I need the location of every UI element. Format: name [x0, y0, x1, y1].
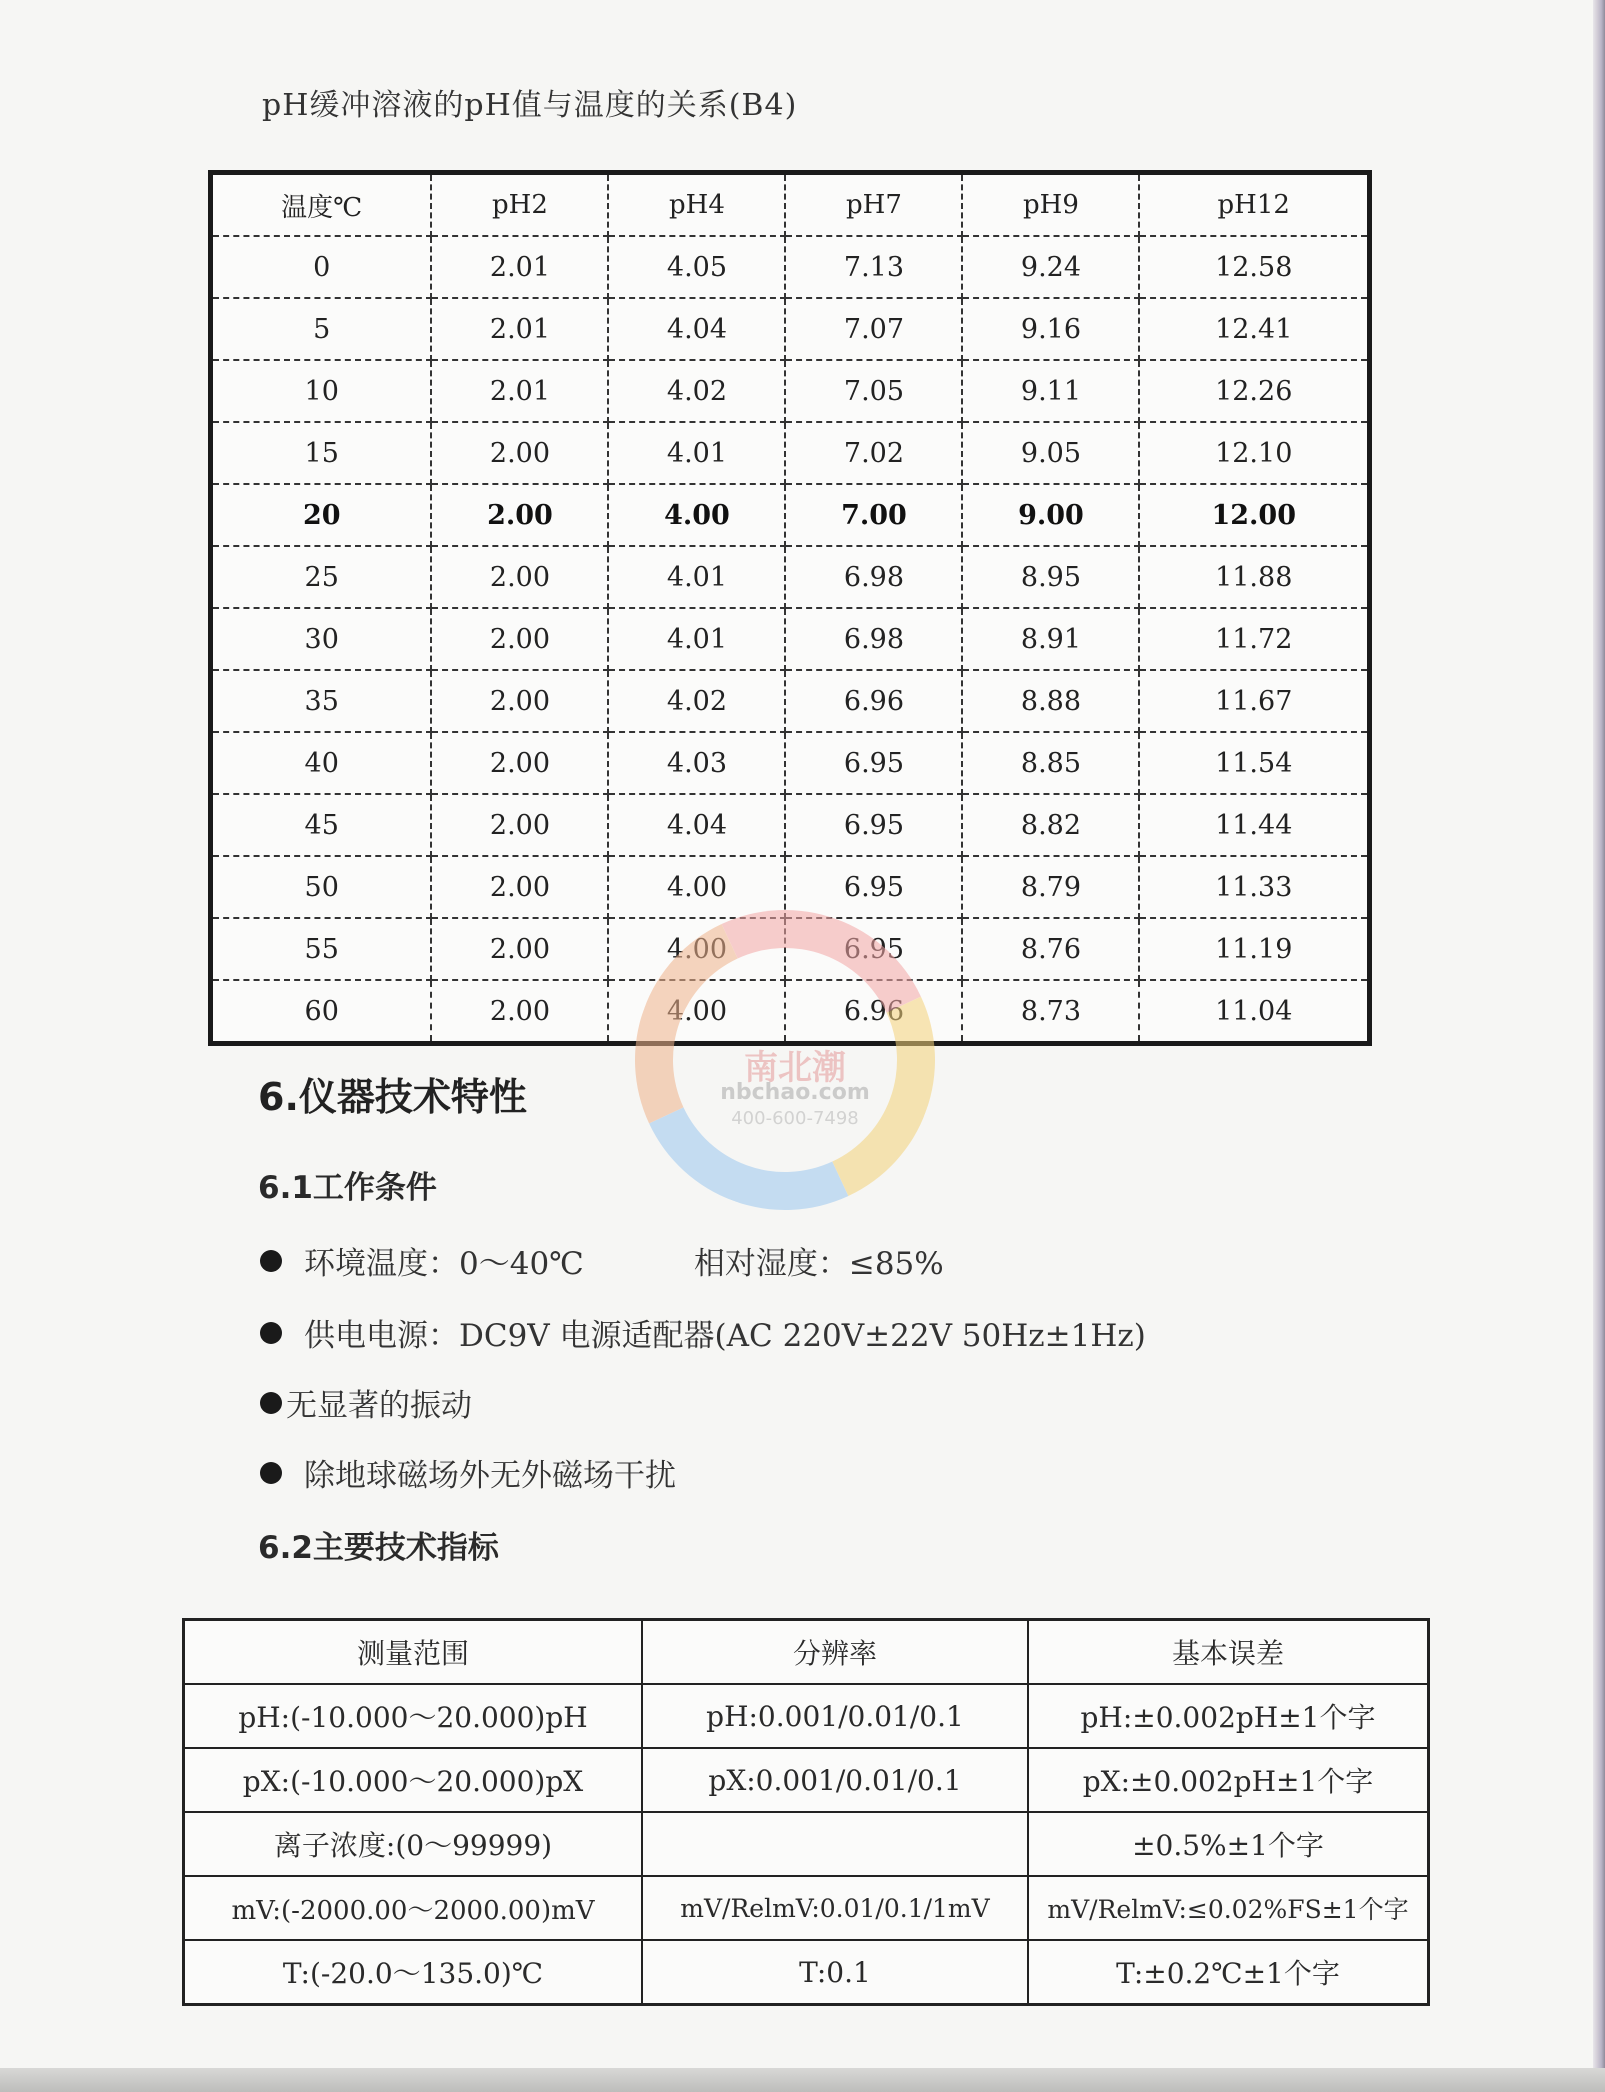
table-row: [211, 422, 1370, 484]
cell: 6.95: [785, 856, 962, 918]
cell: mV/RelmV:≤0.02%FS±1个字: [1028, 1876, 1429, 1940]
list-item-text: 无显著的振动: [286, 1388, 472, 1424]
table-row: [211, 856, 1370, 918]
cell: 6.95: [785, 732, 962, 794]
header-ph9: pH9: [962, 173, 1139, 237]
list-item: [260, 1380, 472, 1425]
cell: 20: [211, 484, 432, 546]
cell: pX:0.001/0.01/0.1: [642, 1748, 1028, 1812]
cell: 4.03: [608, 732, 785, 794]
list-item: [260, 1238, 944, 1283]
bullet-icon: [260, 1462, 282, 1484]
cell: 6.95: [785, 794, 962, 856]
cell: 4.01: [608, 546, 785, 608]
table-header-row: [211, 173, 1370, 237]
cell: T:(-20.0～135.0)℃: [184, 1940, 643, 2005]
table-row: [184, 1876, 1429, 1940]
cell: 2.00: [431, 856, 608, 918]
cell: 8.76: [962, 918, 1139, 980]
section-title: 6.仪器技术特性: [258, 1075, 527, 1119]
cell: 30: [211, 608, 432, 670]
cell: 11.67: [1139, 670, 1369, 732]
cell: 8.88: [962, 670, 1139, 732]
cell: 40: [211, 732, 432, 794]
cell: 9.00: [962, 484, 1139, 546]
cell: 12.41: [1139, 298, 1369, 360]
cell: 4.01: [608, 608, 785, 670]
cell: 8.73: [962, 980, 1139, 1044]
table-row: [211, 670, 1370, 732]
cell: 4.00: [608, 918, 785, 980]
header-resolution: 分辨率: [642, 1620, 1028, 1685]
table-caption: pH缓冲溶液的pH值与温度的关系(B4): [262, 88, 798, 123]
cell: 60: [211, 980, 432, 1044]
table-header-row: [184, 1620, 1429, 1685]
cell: 6.96: [785, 670, 962, 732]
cell: pX:(-10.000～20.000)pX: [184, 1748, 643, 1812]
bullet-icon: [260, 1250, 282, 1272]
table-row: [211, 918, 1370, 980]
scan-bottom-band: [0, 2068, 1605, 2092]
table-row: [211, 608, 1370, 670]
header-measurement-range: 测量范围: [184, 1620, 643, 1685]
header-ph4: pH4: [608, 173, 785, 237]
cell: 9.05: [962, 422, 1139, 484]
cell: T:±0.2℃±1个字: [1028, 1940, 1429, 2005]
cell: 7.05: [785, 360, 962, 422]
subsection-title-working-conditions: 6.1工作条件: [258, 1170, 437, 1206]
cell: 4.01: [608, 422, 785, 484]
cell: 6.98: [785, 546, 962, 608]
cell: 8.82: [962, 794, 1139, 856]
cell: 9.24: [962, 236, 1139, 298]
cell: pH:0.001/0.01/0.1: [642, 1684, 1028, 1748]
cell: 11.19: [1139, 918, 1369, 980]
cell: 2.00: [431, 918, 608, 980]
list-item-extra-text: 相对湿度：≤85%: [693, 1246, 944, 1282]
table-row: [184, 1748, 1429, 1812]
header-ph7: pH7: [785, 173, 962, 237]
table-row: [211, 360, 1370, 422]
cell: 2.00: [431, 732, 608, 794]
cell: 2.00: [431, 422, 608, 484]
cell: 25: [211, 546, 432, 608]
cell: 15: [211, 422, 432, 484]
cell: 8.85: [962, 732, 1139, 794]
header-ph2: pH2: [431, 173, 608, 237]
cell: 12.58: [1139, 236, 1369, 298]
cell: [642, 1812, 1028, 1876]
cell: 4.00: [608, 980, 785, 1044]
cell: 2.00: [431, 546, 608, 608]
table-row: [211, 794, 1370, 856]
bullet-icon: [260, 1392, 282, 1414]
cell: 11.72: [1139, 608, 1369, 670]
cell: 4.00: [608, 484, 785, 546]
cell: 0: [211, 236, 432, 298]
cell: 11.04: [1215, 995, 1293, 1027]
cell: 2.01: [431, 298, 608, 360]
header-ph12: pH12: [1139, 173, 1369, 237]
cell: 35: [211, 670, 432, 732]
cell: 50: [211, 856, 432, 918]
list-item: [260, 1450, 676, 1495]
cell: 4.04: [608, 298, 785, 360]
cell: 8.79: [962, 856, 1139, 918]
cell: pH:(-10.000～20.000)pH: [184, 1684, 643, 1748]
cell: 55: [211, 918, 432, 980]
cell: 8.95: [962, 546, 1139, 608]
cell: 7.02: [785, 422, 962, 484]
list-item-text: 除地球磁场外无外磁场干扰: [304, 1458, 676, 1494]
table-row: [211, 236, 1370, 298]
table-row: [211, 546, 1370, 608]
table-row: [211, 980, 1370, 1044]
watermark-site: nbchao.com: [720, 1080, 870, 1105]
cell: 2.01: [431, 236, 608, 298]
cell: pX:±0.002pH±1个字: [1028, 1748, 1429, 1812]
cell: 2.00: [431, 484, 608, 546]
cell: 6.98: [785, 608, 962, 670]
cell: 11.54: [1139, 732, 1369, 794]
cell: 12.10: [1139, 422, 1369, 484]
cell: ±0.5%±1个字: [1028, 1812, 1429, 1876]
cell: 11.44: [1139, 794, 1369, 856]
cell: 11.33: [1139, 856, 1369, 918]
bullet-icon: [260, 1322, 282, 1344]
cell: mV:(-2000.00～2000.00)mV: [184, 1876, 643, 1940]
list-item-text: 供电电源：DC9V 电源适配器(AC 220V±22V 50Hz±1Hz): [304, 1318, 1146, 1354]
cell: 4.04: [608, 794, 785, 856]
cell: 12.00: [1139, 484, 1369, 546]
cell: mV/RelmV:0.01/0.1/1mV: [642, 1876, 1028, 1940]
cell: 4.05: [608, 236, 785, 298]
page-edge: [1593, 0, 1605, 2092]
cell: 2.00: [431, 670, 608, 732]
cell: 7.07: [785, 298, 962, 360]
table-row: [211, 732, 1370, 794]
cell: 45: [211, 794, 432, 856]
watermark-phone: 400-600-7498: [731, 1108, 859, 1129]
cell: 2.00: [431, 980, 608, 1044]
cell: 6.95: [785, 918, 962, 980]
table-row: [211, 298, 1370, 360]
cell: 7.13: [785, 236, 962, 298]
spec-table: [182, 1618, 1430, 2006]
cell: 12.26: [1139, 360, 1369, 422]
cell: 4.00: [608, 856, 785, 918]
watermark-brand: 南北潮: [744, 1048, 846, 1088]
list-item-text: 环境温度：0～40℃: [304, 1246, 584, 1282]
buffer-ph-temperature-table: [208, 170, 1372, 1046]
cell: 2.00: [431, 794, 608, 856]
cell: 9.11: [962, 360, 1139, 422]
list-item: [260, 1310, 1146, 1355]
header-temperature: 温度℃: [211, 173, 432, 237]
header-basic-error: 基本误差: [1028, 1620, 1429, 1685]
cell: 4.02: [608, 360, 785, 422]
cell: 8.91: [962, 608, 1139, 670]
cell: 2.00: [431, 608, 608, 670]
table-row: [184, 1684, 1429, 1748]
cell: 6.96: [785, 980, 962, 1044]
cell: 11.88: [1139, 546, 1369, 608]
cell: 10: [211, 360, 432, 422]
table-row: [184, 1940, 1429, 2005]
cell: T:0.1: [642, 1940, 1028, 2005]
table-row: [184, 1812, 1429, 1876]
cell: 9.16: [962, 298, 1139, 360]
cell: 7.00: [785, 484, 962, 546]
cell: pH:±0.002pH±1个字: [1028, 1684, 1429, 1748]
table-row-reference-20c: [211, 484, 1370, 546]
cell: 4.02: [608, 670, 785, 732]
subsection-title-main-specs: 6.2主要技术指标: [258, 1530, 499, 1566]
cell: 离子浓度:(0～99999): [184, 1812, 643, 1876]
cell: 2.01: [431, 360, 608, 422]
cell: 5: [211, 298, 432, 360]
